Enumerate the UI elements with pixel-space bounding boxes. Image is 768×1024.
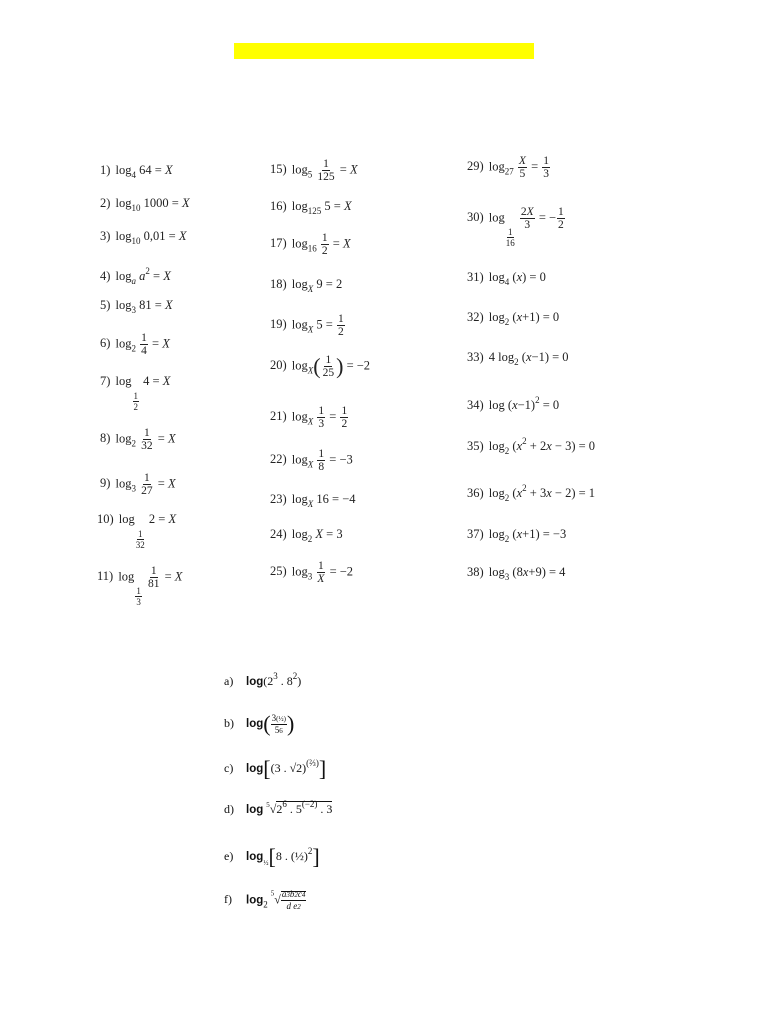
problem-8: 8) $\log_2$ $\frac{1}{32}$ = X: [100, 427, 176, 452]
problem-36: 36) $\log_2 (x^2 + 3x - 2) = 1$: [467, 483, 596, 503]
expression-f: f) $\log_2 ^5√$ $\frac{a3b2c4}{\text{d e2}}$: [224, 889, 306, 911]
problem-37: 37) $\log_2 (x+1) = -3$: [467, 527, 567, 544]
problem-22: 22) $\log_X$ $\frac{1}{8}$ = −3: [270, 448, 353, 473]
problem-17: 17) $\log_{16}$ $\frac{1}{2}$ = X: [270, 232, 351, 257]
problem-21: 21) $\log_X$ $\frac{1}{3}$ = $\frac{1}{2}$: [270, 405, 348, 430]
highlighted-title-bar: [234, 43, 534, 59]
problem-10: 10) log $\frac{1}{32}$ 2 = X: [97, 512, 177, 550]
problem-9: 9) $\log_3$ $\frac{1}{27}$ = X: [100, 472, 176, 497]
problem-24: 24) $\log_2 X = 3$: [270, 527, 343, 544]
problem-4: 4) $\log_a a^2 = X$: [100, 266, 171, 286]
problem-7: 7) log $\frac{1}{2}$ 4 = X: [100, 374, 171, 412]
problem-16: 16) $\log_{125} 5 = X$: [270, 199, 352, 216]
expression-a: a) $\log(2^3$ . $8^2$): [224, 671, 302, 688]
problem-20: 20) $\log_X$( $\frac{1}{25}$ ) = −2: [270, 353, 371, 379]
problem-35: 35) $\log_2 (x^2 + 2x - 3) = 0$: [467, 436, 596, 456]
expression-d: d) $\log ^5√2^6$ . $5^{(-2)}$ . 3: [224, 799, 333, 816]
problem-5: 5) $\log_3 81 = X$: [100, 298, 173, 315]
problem-25: 25) $\log_3$ $\frac{1}{X}$ = −2: [270, 560, 354, 585]
problem-31: 31) $\log_4 (x) = 0$: [467, 270, 546, 287]
problem-33: 33) 4 $\log_2 (x-1) = 0$: [467, 350, 569, 367]
problem-34: 34) $\log (x-1)^2 = 0$: [467, 395, 560, 412]
problem-2: 2) $\log_{10} 1000 = X$: [100, 196, 190, 213]
problem-38: 38) $\log_3 (8x+9) = 4$: [467, 565, 566, 582]
problem-23: 23) $\log_X 16 = -4$: [270, 492, 356, 509]
problem-1: 1) $\log_4 64 = X$: [100, 163, 173, 180]
problem-30: 30) log $\frac{1}{16}$ $\frac{2X}{3}$ = − $\frac{1}{2}$: [467, 206, 564, 249]
expression-b: b) log( $\frac{\text{3(½)}}{56}$ ): [224, 711, 295, 736]
problem-32: 32) $\log_2 (x+1) = 0$: [467, 310, 560, 327]
problem-15: 15) $\log_5$ $\frac{1}{125}$ = X: [270, 158, 358, 183]
problem-3: 3) $\log_{10} 0,01 = X$: [100, 229, 187, 246]
problem-19: 19) $\log_X 5$ = $\frac{1}{2}$: [270, 313, 344, 338]
problem-11: 11) log $\frac{1}{3}$ $\frac{1}{81}$ = X: [97, 565, 183, 608]
problem-18: 18) $\log_X 9 = 2$: [270, 277, 343, 294]
expression-c: c) log[(3 . √2)$^{(\frac{2}{3})}$]: [224, 756, 327, 781]
expression-e: e) $\log_{\frac{1}{2}}[8$ . (½)$^2$]: [224, 844, 320, 869]
problem-29: 29) $\log_{27}$ $\frac{X}{5}$ = $\frac{1}{3}$: [467, 155, 549, 180]
problem-6: 6) $\log_2$ $\frac{1}{4}$ = X: [100, 332, 170, 357]
